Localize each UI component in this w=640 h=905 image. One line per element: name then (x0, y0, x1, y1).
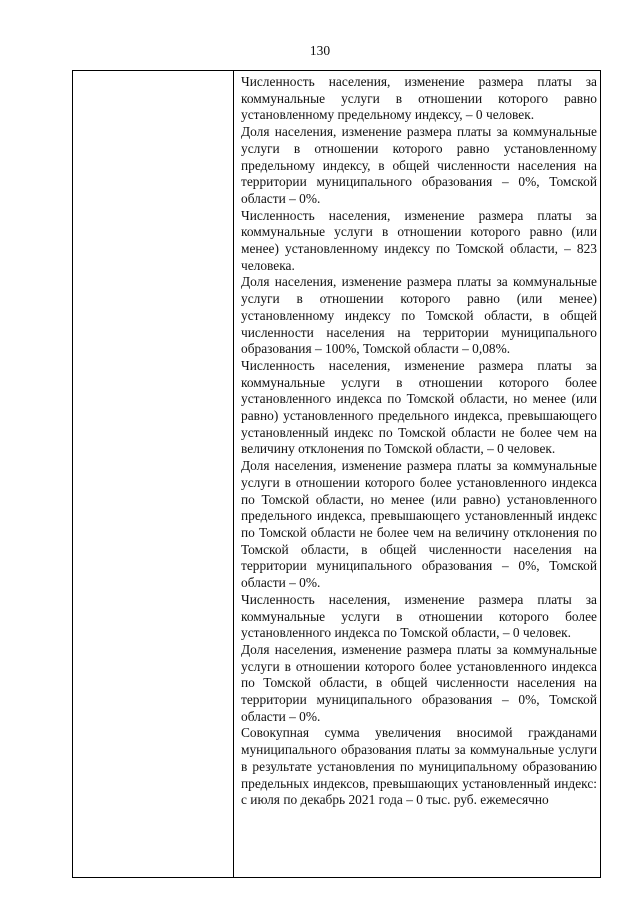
paragraph-total-payment-increase: Совокупная сумма увеличения вносимой гражданами муниципального образования платы за коммунальные услуги в результате установления по муниципальному образованию предельных индексов, превышающих установленный индекс: с июля по декабрь 2021 года – 0 тыс. руб. ежемесячно (241, 725, 597, 808)
paragraph-population-share-above-regional-index: Доля населения, изменение размера платы за коммунальные услуги в отношении которого более установленного индекса по Томской области, в общей численности населения на территории муниципального образования – 0%, Томской области – 0%. (241, 641, 597, 724)
paragraph-population-share-within-deviation: Доля населения, изменение размера платы за коммунальные услуги в отношении которого более установленного индекса по Томской области, но менее (или равно) установленного предельного индекса, превышающего установленный индекс по Томской области не более чем на величину отклонения по Томской области, в общей численности населения на территории муниципального образования – 0%, Томской области – 0%. (241, 458, 597, 591)
page-number: 130 (309, 43, 331, 58)
table-cell-left (73, 71, 234, 878)
paragraph-population-count-within-deviation: Численность населения, изменение размера платы за коммунальные услуги в отношении которого более установленного индекса по Томской области, но менее (или равно) установленного предельного индекса, превышающего установленный индекс по Томской области не более чем на величину отклонения по Томской области, – 0 человек. (241, 357, 597, 457)
document-table (72, 70, 601, 878)
paragraph-population-share-equal-regional-index: Доля населения, изменение размера платы за коммунальные услуги в отношении которого равно (или менее) установленному индексу по Томской области, в общей численности населения на территории муниципального образования – 100%, Томской области – 0,08%. (241, 274, 597, 357)
paragraph-population-count-equal-limit: Численность населения, изменение размера платы за коммунальные услуги в отношении которого равно установленному предельному индексу, – 0 человек. (241, 74, 597, 123)
paragraph-population-count-above-regional-index: Численность населения, изменение размера платы за коммунальные услуги в отношении которого более установленного индекса по Томской области, – 0 человек. (241, 591, 597, 641)
table-cell-right (234, 71, 601, 878)
table-row (73, 71, 601, 878)
paragraph-population-count-equal-regional-index: Численность населения, изменение размера платы за коммунальные услуги в отношении которого равно (или менее) установленному индексу по Томской области, – 823 человека. (241, 207, 597, 273)
paragraph-population-share-equal-limit: Доля населения, изменение размера платы за коммунальные услуги в отношении которого равно установленному предельному индексу, в общей численности населения на территории муниципального образования – 0%, Томской области – 0%. (241, 124, 597, 206)
